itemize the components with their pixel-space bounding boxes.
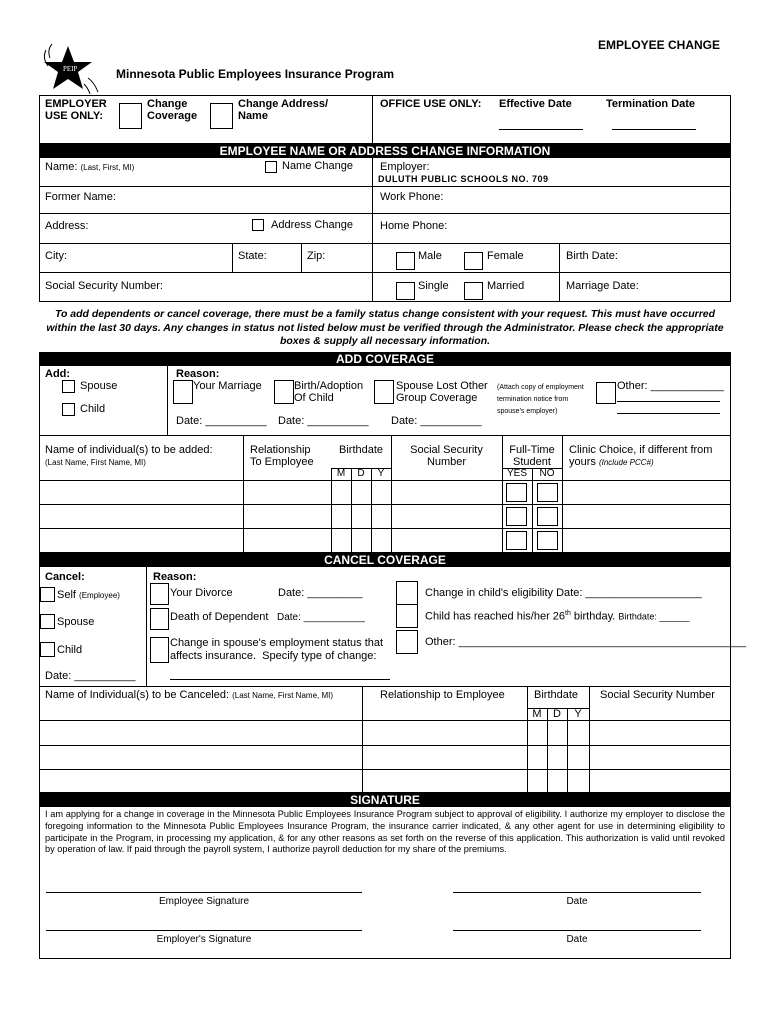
child-eligibility-label: Change in child's eligibility Date: ___________________ (425, 587, 702, 599)
employer-signature-label: Employer's Signature (156, 934, 252, 945)
state-label: State: (238, 250, 267, 262)
name-address-bar: EMPLOYEE NAME OR ADDRESS CHANGE INFORMATION (39, 144, 731, 158)
single-label: Single (418, 280, 449, 292)
female-label: Female (487, 250, 524, 262)
peip-star-logo-icon (40, 40, 102, 96)
add-other-label: Other: ____________ (617, 380, 725, 392)
name-label: Name: (Last, First, MI) (45, 161, 135, 173)
student-no-checkbox[interactable] (537, 531, 558, 550)
female-checkbox[interactable] (464, 252, 483, 270)
effective-date-label: Effective Date (499, 98, 572, 110)
cancel-other-checkbox[interactable] (396, 630, 418, 654)
add-col-no: NO (539, 468, 555, 479)
add-spouse-label: Spouse (80, 380, 118, 392)
cancel-self-checkbox[interactable] (40, 587, 55, 602)
male-checkbox[interactable] (396, 252, 415, 270)
add-col-relationship: Relationship To Employee (250, 444, 314, 468)
add-col-y: Y (377, 468, 385, 479)
add-col-yes: YES (506, 468, 527, 479)
add-col-clinic-hint: (Include PCC#) (598, 458, 654, 467)
employee-date-label: Date (566, 896, 588, 907)
cancel-label: Cancel: (45, 571, 85, 583)
change-coverage-label: Change Coverage (147, 98, 198, 122)
name-change-label: Name Change (282, 160, 353, 172)
cancel-col-m: M (532, 708, 542, 720)
signature-bar: SIGNATURE (39, 793, 731, 807)
student-yes-checkbox[interactable] (506, 483, 527, 502)
your-divorce-checkbox[interactable] (150, 583, 169, 605)
employer-use-only-label: EMPLOYER USE ONLY: (45, 98, 107, 122)
form-title: EMPLOYEE CHANGE (598, 38, 721, 52)
add-col-clinic: Clinic Choice, if different from yours (Include PCC#) (569, 444, 713, 468)
birth-adoption-checkbox[interactable] (274, 380, 294, 404)
death-date: Date: ___________ (277, 612, 365, 623)
add-label: Add: (45, 368, 71, 380)
your-marriage-label: Your Marriage (193, 380, 262, 392)
termination-date-label: Termination Date (606, 98, 696, 110)
add-col-m: M (336, 468, 346, 479)
logo-text: PEIP (63, 65, 78, 73)
cancel-other-label: Other: _______________________________________________ (425, 636, 747, 648)
divorce-date: Date: _________ (278, 587, 363, 599)
cancel-self-label: Self (Employee) (57, 589, 120, 601)
attach-note: (Attach copy of employment termination notice from spouse's employer) (497, 384, 584, 415)
add-col-name-hint: (Last Name, First Name, MI) (45, 458, 146, 467)
marriage-date-label: Marriage Date: (566, 280, 639, 292)
death-dependent-checkbox[interactable] (150, 608, 169, 630)
child-26-label: Child has reached his/her 26th birthday. Birthdate: ______ (425, 610, 690, 623)
student-no-checkbox[interactable] (537, 483, 558, 502)
married-label: Married (487, 280, 525, 292)
cancel-col-birthdate: Birthdate (534, 689, 579, 701)
add-coverage-bar: ADD COVERAGE (39, 352, 731, 366)
address-change-checkbox[interactable] (252, 219, 264, 231)
cancel-col-y: Y (574, 708, 582, 720)
change-address-checkbox[interactable] (210, 103, 233, 129)
employer-label: Employer: (380, 161, 430, 173)
ssn-label: Social Security Number: (45, 280, 163, 292)
cancel-child-checkbox[interactable] (40, 642, 55, 657)
employer-value: DULUTH PUBLIC SCHOOLS NO. 709 (378, 174, 549, 184)
zip-label: Zip: (307, 250, 326, 262)
cancel-spouse-label: Spouse (57, 616, 95, 628)
student-no-checkbox[interactable] (537, 507, 558, 526)
home-phone-label: Home Phone: (380, 220, 448, 232)
name-change-checkbox[interactable] (265, 161, 277, 173)
cancel-coverage-bar: CANCEL COVERAGE (39, 553, 731, 567)
change-spouse-employment-label: Change in spouse's employment status that affects insurance. Specify type of change: (170, 637, 384, 662)
birth-adoption-label: Birth/Adoption Of Child (294, 380, 364, 404)
your-marriage-checkbox[interactable] (173, 380, 193, 404)
add-col-ssn: Social Security Number (410, 444, 483, 468)
your-divorce-label: Your Divorce (170, 587, 233, 599)
cancel-date: Date: __________ (45, 670, 136, 682)
add-reason-label: Reason: (176, 368, 220, 380)
employee-signature-label: Employee Signature (158, 896, 250, 907)
spouse-lost-coverage-label: Spouse Lost Other Group Coverage (396, 380, 488, 404)
add-col-fulltime: Full-Time Student (509, 444, 555, 468)
child-26-checkbox[interactable] (396, 604, 418, 628)
child-eligibility-checkbox[interactable] (396, 581, 418, 605)
add-other-checkbox[interactable] (596, 382, 616, 404)
add-spouse-checkbox[interactable] (62, 380, 75, 393)
add-date-1: Date: __________ (176, 415, 267, 427)
cancel-spouse-checkbox[interactable] (40, 614, 55, 629)
single-checkbox[interactable] (396, 282, 415, 300)
office-use-only-label: OFFICE USE ONLY: (380, 98, 482, 110)
address-change-label: Address Change (271, 219, 353, 231)
former-name-label: Former Name: (45, 191, 116, 203)
change-address-label: Change Address/ Name (238, 98, 329, 122)
cancel-col-name: Name of Individual(s) to be Canceled: (Last Name, First Name, MI) (45, 689, 334, 701)
work-phone-label: Work Phone: (380, 191, 444, 203)
authorization-text: I am applying for a change in coverage in the Minnesota Public Employees Insurance Program subject to approval of eligibility. I authorize my employer to disclose the foregoing information to the Minnesota Public Employees Insurance Program, the insurance carrier indicated, & any other agent for use in determining eligibility to participate in the Program, in processing my application, & for any other reasons as set forth on the reverse of this application. This authorization is valid until revoked by operation of law. If paid through the payroll system, I authorize payroll deduction for my share of the premiums. (45, 809, 725, 855)
name-hint: (Last, First, MI) (80, 163, 135, 172)
death-dependent-label: Death of Dependent (170, 611, 269, 623)
add-col-name: Name of individual(s) to be added: (45, 444, 213, 456)
add-col-d: D (357, 468, 365, 479)
add-col-birthdate: Birthdate (339, 444, 384, 456)
spouse-lost-coverage-checkbox[interactable] (374, 380, 394, 404)
student-yes-checkbox[interactable] (506, 531, 527, 550)
cancel-col-d: D (553, 708, 561, 720)
cancel-self-hint: (Employee) (79, 591, 120, 600)
employer-date-label: Date (566, 934, 588, 945)
change-coverage-checkbox[interactable] (119, 103, 142, 129)
cancel-child-label: Child (57, 644, 83, 656)
married-checkbox[interactable] (464, 282, 483, 300)
cancel-col-ssn: Social Security Number (600, 689, 715, 701)
cancel-reason-label: Reason: (153, 571, 197, 583)
program-name: Minnesota Public Employees Insurance Program (116, 67, 395, 81)
child-26-birthdate: Birthdate: ______ (618, 611, 690, 622)
address-label: Address: (45, 220, 89, 232)
cancel-col-name-hint: (Last Name, First Name, MI) (232, 691, 334, 700)
student-yes-checkbox[interactable] (506, 507, 527, 526)
add-child-checkbox[interactable] (62, 403, 75, 416)
city-label: City: (45, 250, 67, 262)
male-label: Male (418, 250, 442, 262)
birth-date-label: Birth Date: (566, 250, 618, 262)
cancel-col-relationship: Relationship to Employee (380, 689, 505, 701)
add-child-label: Child (80, 403, 106, 415)
add-date-3: Date: __________ (391, 415, 482, 427)
add-date-2: Date: __________ (278, 415, 369, 427)
change-spouse-employment-checkbox[interactable] (150, 637, 169, 663)
notice-text: To add dependents or cancel coverage, there must be a family status change consistent with your request. This must have occurred within the last 30 days. Any changes in status not listed below must be verified through the Administrator. Please check the appropriate boxes & supply all necessary information. (46, 308, 724, 347)
